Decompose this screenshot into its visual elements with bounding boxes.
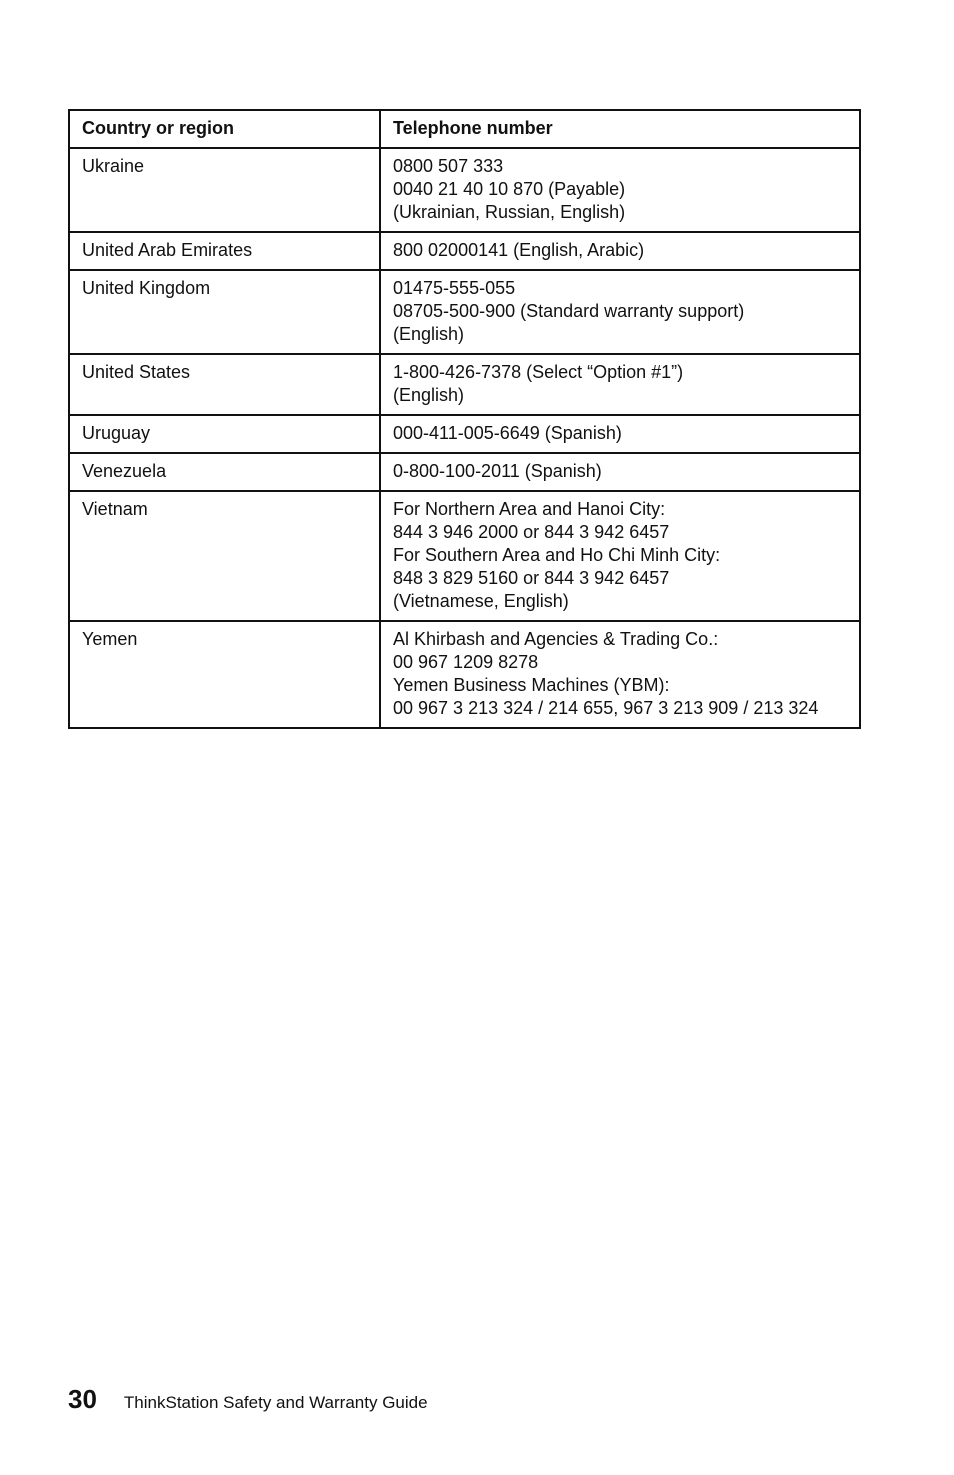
telephone-line: 000-411-005-6649 (Spanish) xyxy=(393,423,622,443)
table-header-row xyxy=(69,110,860,148)
telephone-line: 800 02000141 (English, Arabic) xyxy=(393,240,645,260)
telephone-cell xyxy=(380,453,860,491)
table-row xyxy=(69,415,860,453)
telephone-line: 00 967 3 213 324 / 214 655, 967 3 213 909 / 213 324 xyxy=(393,698,819,718)
document-title: ThinkStation Safety and Warranty Guide xyxy=(123,1393,428,1412)
table-row xyxy=(69,453,860,491)
telephone-cell xyxy=(380,621,860,728)
telephone-cell xyxy=(380,232,860,270)
telephone-cell xyxy=(380,415,860,453)
telephone-line: 00 967 1209 8278 xyxy=(393,652,539,672)
table-row xyxy=(69,148,860,232)
country-cell: Uruguay xyxy=(69,415,380,453)
country-cell: Vietnam xyxy=(69,491,380,621)
country-cell: Venezuela xyxy=(69,453,380,491)
page-footer xyxy=(68,1384,428,1415)
telephone-line: 01475-555-055 xyxy=(393,278,516,298)
telephone-line: (Ukrainian, Russian, English) xyxy=(393,202,626,222)
telephone-cell xyxy=(380,491,860,621)
telephone-line: Yemen Business Machines (YBM): xyxy=(393,675,670,695)
country-cell: United Kingdom xyxy=(69,270,380,354)
country-cell: United Arab Emirates xyxy=(69,232,380,270)
country-cell: Ukraine xyxy=(69,148,380,232)
telephone-line: 08705-500-900 (Standard warranty support) xyxy=(393,301,745,321)
country-cell: Yemen xyxy=(69,621,380,728)
telephone-cell xyxy=(380,148,860,232)
telephone-line: 1-800-426-7378 (Select “Option #1”) xyxy=(393,362,684,382)
column-header-country: Country or region xyxy=(69,110,380,148)
column-header-telephone: Telephone number xyxy=(380,110,860,148)
telephone-line: 0-800-100-2011 (Spanish) xyxy=(393,461,602,481)
table-row xyxy=(69,270,860,354)
telephone-line: 848 3 829 5160 or 844 3 942 6457 xyxy=(393,568,670,588)
telephone-line: Al Khirbash and Agencies & Trading Co.: xyxy=(393,629,719,649)
table-row xyxy=(69,491,860,621)
telephone-cell xyxy=(380,270,860,354)
telephone-line: 0040 21 40 10 870 (Payable) xyxy=(393,179,626,199)
table-body xyxy=(69,148,860,728)
table-row xyxy=(69,354,860,415)
page-number: 30 xyxy=(68,1384,97,1414)
telephone-line: (English) xyxy=(393,385,465,405)
support-phone-table xyxy=(68,109,861,729)
telephone-cell xyxy=(380,354,860,415)
telephone-line: For Southern Area and Ho Chi Minh City: xyxy=(393,545,721,565)
telephone-line: For Northern Area and Hanoi City: xyxy=(393,499,666,519)
telephone-line: 0800 507 333 xyxy=(393,156,504,176)
table-row xyxy=(69,232,860,270)
country-cell: United States xyxy=(69,354,380,415)
telephone-line: (Vietnamese, English) xyxy=(393,591,569,611)
telephone-line: (English) xyxy=(393,324,465,344)
telephone-line: 844 3 946 2000 or 844 3 942 6457 xyxy=(393,522,670,542)
table-row xyxy=(69,621,860,728)
